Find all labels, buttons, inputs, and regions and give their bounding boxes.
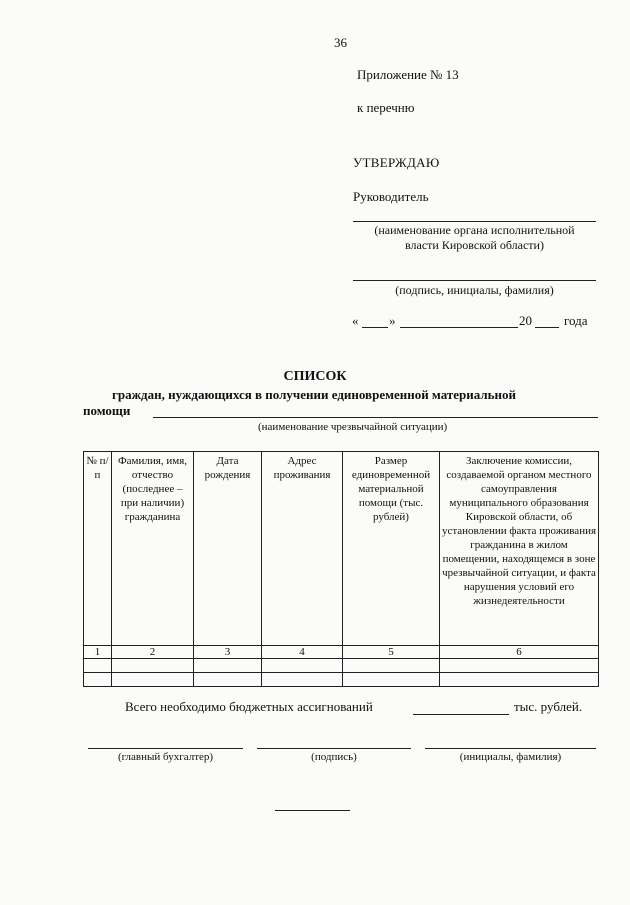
signature-caption: (подпись)	[311, 751, 357, 763]
table-cell[interactable]	[194, 673, 262, 687]
accountant-line[interactable]	[88, 748, 243, 749]
header-number: № п/п	[84, 452, 112, 646]
header-birth-date: Дата рождения	[194, 452, 262, 646]
table-cell[interactable]	[84, 659, 112, 673]
table-cell[interactable]	[343, 673, 440, 687]
date-close-quote: »	[389, 313, 396, 328]
closing-divider	[275, 810, 350, 811]
total-label: Всего необходимо бюджетных ассигнований	[125, 699, 373, 714]
total-unit: тыс. рублей.	[514, 699, 583, 714]
date-year-prefix: 20	[519, 313, 532, 328]
header-commission-conclusion: Заключение комиссии, создаваемой органом местного самоуправления муниципального образования Кировской области, об установлении факта проживания гражданина в жилом помещении, находящемся в зоне чрезвычайной ситуации, и факта нарушения условий его жизнедеятельности	[440, 452, 599, 646]
column-number-4: 4	[262, 646, 343, 659]
column-number-1: 1	[84, 646, 112, 659]
approval-signature-line[interactable]	[353, 280, 596, 281]
authority-name-line[interactable]	[353, 221, 596, 222]
approval-signature-caption: (подпись, инициалы, фамилия)	[395, 283, 554, 297]
appendix-subtitle: к перечню	[357, 100, 415, 115]
list-subtitle-help: помощи	[83, 403, 131, 418]
date-day-field[interactable]	[362, 327, 388, 328]
table-cell[interactable]	[262, 673, 343, 687]
table-cell[interactable]	[194, 659, 262, 673]
column-number-2: 2	[112, 646, 194, 659]
page-number: 36	[334, 35, 347, 50]
initials-caption: (инициалы, фамилия)	[459, 751, 562, 763]
approval-title: УТВЕРЖДАЮ	[353, 155, 440, 170]
table-cell[interactable]	[343, 659, 440, 673]
date-year-suffix: года	[564, 313, 588, 328]
initials-line[interactable]	[425, 748, 596, 749]
appendix-title: Приложение № 13	[357, 67, 459, 82]
emergency-caption: (наименование чрезвычайной ситуации)	[258, 421, 448, 433]
column-number-6: 6	[440, 646, 599, 659]
accountant-caption: (главный бухгалтер)	[117, 751, 214, 763]
table-header-row	[84, 452, 599, 646]
column-number-5: 5	[343, 646, 440, 659]
approval-role: Руководитель	[353, 189, 429, 204]
emergency-name-line[interactable]	[153, 417, 598, 418]
list-subtitle: граждан, нуждающихся в получении единовременной материальной	[112, 387, 516, 402]
date-year-field[interactable]	[535, 327, 559, 328]
table-cell[interactable]	[440, 673, 599, 687]
table-row	[84, 659, 599, 673]
table-cell[interactable]	[440, 659, 599, 673]
table-cell[interactable]	[112, 673, 194, 687]
header-full-name: Фамилия, имя, отчество (последнее – при наличии) гражданина	[112, 452, 194, 646]
authority-caption-line2: власти Кировской области)	[405, 238, 544, 252]
date-month-field[interactable]	[400, 327, 518, 328]
table-column-numbers-row	[84, 646, 599, 659]
header-aid-amount: Размер единовременной материальной помощи (тыс. рублей)	[343, 452, 440, 646]
date-open-quote: «	[352, 313, 359, 328]
authority-caption	[353, 223, 596, 253]
table-row	[84, 673, 599, 687]
table-cell[interactable]	[262, 659, 343, 673]
signature-line[interactable]	[257, 748, 411, 749]
list-title: СПИСОК	[283, 369, 347, 384]
column-number-3: 3	[194, 646, 262, 659]
total-amount-field[interactable]	[413, 714, 509, 715]
table-cell[interactable]	[84, 673, 112, 687]
header-address: Адрес проживания	[262, 452, 343, 646]
authority-caption-line1: (наименование органа исполнительной	[374, 223, 575, 237]
table-cell[interactable]	[112, 659, 194, 673]
citizens-table	[83, 451, 599, 687]
